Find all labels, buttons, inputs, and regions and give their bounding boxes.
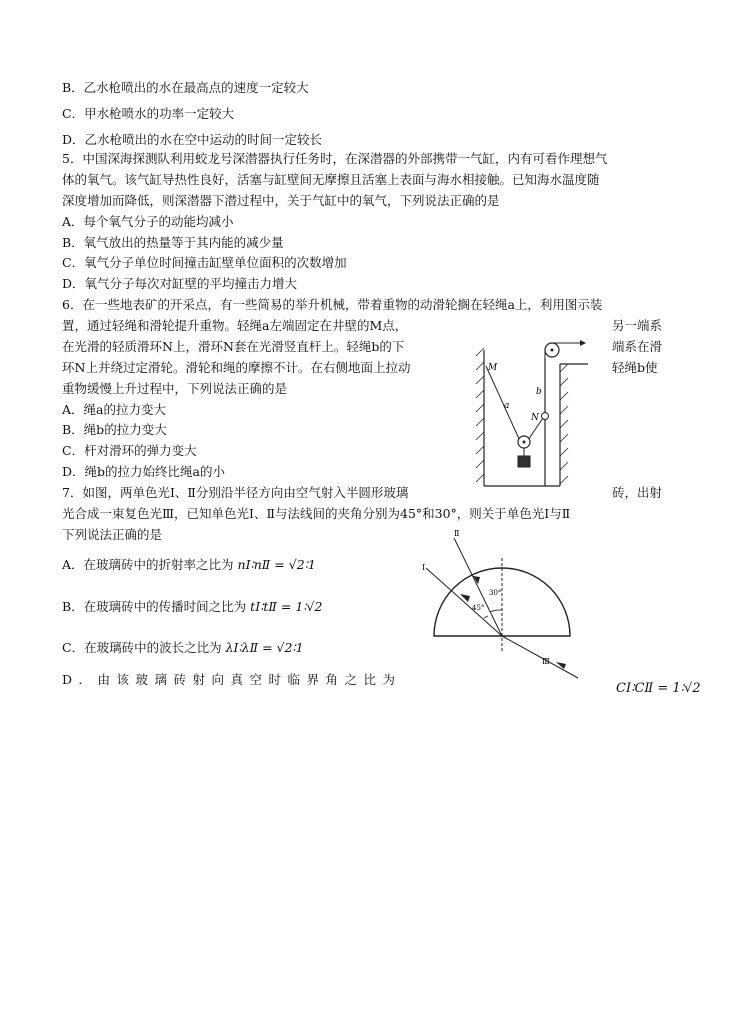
q6-stem-line3-right: 端系在滑 xyxy=(612,339,663,354)
ray-iii xyxy=(502,636,578,678)
q7-option-b-formula: tⅠ∶tⅡ = 1∶√2 xyxy=(250,599,323,614)
q6-stem-line2-right: 另一端系 xyxy=(612,318,663,333)
q6-option-c: C．杆对滑环的弹力变大 xyxy=(62,443,197,458)
q7-glass-figure xyxy=(416,528,584,688)
right-wall-hatch xyxy=(560,364,568,484)
q5-option-a: A．每个氧气分子的动能均减小 xyxy=(62,214,234,229)
q5-option-d: D．氧气分子每次对缸壁的平均撞击力增大 xyxy=(62,276,298,291)
q6-stem-line1: 6．在一些地表矿的开采点，有一些简易的举升机械，带着重物的动滑轮搁在轻绳a上，利用图示装 xyxy=(62,297,603,312)
q7-option-c-formula: λⅠ∶λⅡ = √2∶1 xyxy=(225,640,304,655)
label-n: N xyxy=(531,413,539,423)
q5-stem-line1: 5．中国深海探测队利用蛟龙号深潜器执行任务时，在深潜器的外部携带一气缸，内有可看作理想气 xyxy=(62,151,608,166)
label-angle-30: 30° xyxy=(489,589,502,597)
ray-ii xyxy=(454,538,502,636)
q7-option-a-formula: nⅠ∶nⅡ = √2∶1 xyxy=(237,557,316,572)
q4-option-d: D．乙水枪喷出的水在空中运动的时间一定较长 xyxy=(62,132,323,147)
q7-stem-line1-right: 砖，出射 xyxy=(612,485,663,500)
q6-stem-line3: 在光滑的轻质滑环N上，滑环N套在光滑竖直杆上。轻绳b的下 xyxy=(62,339,405,354)
q7-option-c: C．在玻璃砖中的波长之比为 λⅠ∶λⅡ = √2∶1 xyxy=(62,640,304,655)
label-angle-45: 45° xyxy=(472,604,485,612)
label-ray-i: Ⅰ xyxy=(422,563,426,572)
q7-stem-line1: 7．如图，两单色光Ⅰ、Ⅱ分别沿半径方向由空气射入半圆形玻璃 xyxy=(62,485,409,500)
left-wall-hatch xyxy=(476,348,484,482)
q7-option-a: A．在玻璃砖中的折射率之比为 nⅠ∶nⅡ = √2∶1 xyxy=(62,557,316,572)
q7-stem-line2: 光合成一束复色光Ⅲ，已知单色光Ⅰ、Ⅱ与法线间的夹角分别为45°和30°，则关于单色光Ⅰ与Ⅱ xyxy=(62,506,571,521)
q7-stem-line3: 下列说法正确的是 xyxy=(62,527,163,542)
q7-option-d-formula: CⅠ∶CⅡ = 1∶√2 xyxy=(616,681,701,696)
q6-option-d: D．绳b的拉力始终比绳a的小 xyxy=(62,464,225,479)
label-ray-iii: Ⅲ xyxy=(542,657,550,666)
q6-option-b: B．绳b的拉力变大 xyxy=(62,422,167,437)
ray-i xyxy=(426,568,502,636)
q6-stem-line2: 置，通过轻绳和滑轮提升重物。轻绳a左端固定在井壁的M点， xyxy=(62,318,408,333)
label-m: M xyxy=(488,363,498,373)
label-ray-ii: Ⅱ xyxy=(454,529,460,538)
q5-option-b: B．氧气放出的热量等于其内能的减少量 xyxy=(62,235,284,250)
q7-option-b: B．在玻璃砖中的传播时间之比为 tⅠ∶tⅡ = 1∶√2 xyxy=(62,599,323,614)
q6-stem-line5: 重物缓慢上升过程中，下列说法正确的是 xyxy=(62,381,288,396)
q6-pulley-figure xyxy=(470,336,590,496)
q4-option-c: C．甲水枪喷水的功率一定较大 xyxy=(62,106,235,121)
label-a: a xyxy=(504,401,510,411)
q7-option-d: D．由该玻璃砖射向真空时临界角之比为 xyxy=(62,672,402,687)
q5-option-c: C．氧气分子单位时间撞击缸壁单位面积的次数增加 xyxy=(62,255,347,270)
label-b: b xyxy=(536,387,542,397)
q5-stem-line3: 深度增加而降低，则深潜器下潜过程中，关于气缸中的氧气，下列说法正确的是 xyxy=(62,193,500,208)
q6-stem-line4: 环N上并绕过定滑轮。滑轮和绳的摩擦不计。在右侧地面上拉动 xyxy=(62,360,411,375)
q5-stem-line2: 体的氧气。该气缸导热性良好，活塞与缸壁间无摩擦且活塞上表面与海水相接触。已知海水温度随 xyxy=(62,172,600,187)
weight-block xyxy=(518,456,530,467)
q6-stem-line4-right: 轻绳b使 xyxy=(612,360,658,375)
q6-option-a: A．绳a的拉力变大 xyxy=(62,402,166,417)
q4-option-b: B．乙水枪喷出的水在最高点的速度一定较大 xyxy=(62,80,309,95)
